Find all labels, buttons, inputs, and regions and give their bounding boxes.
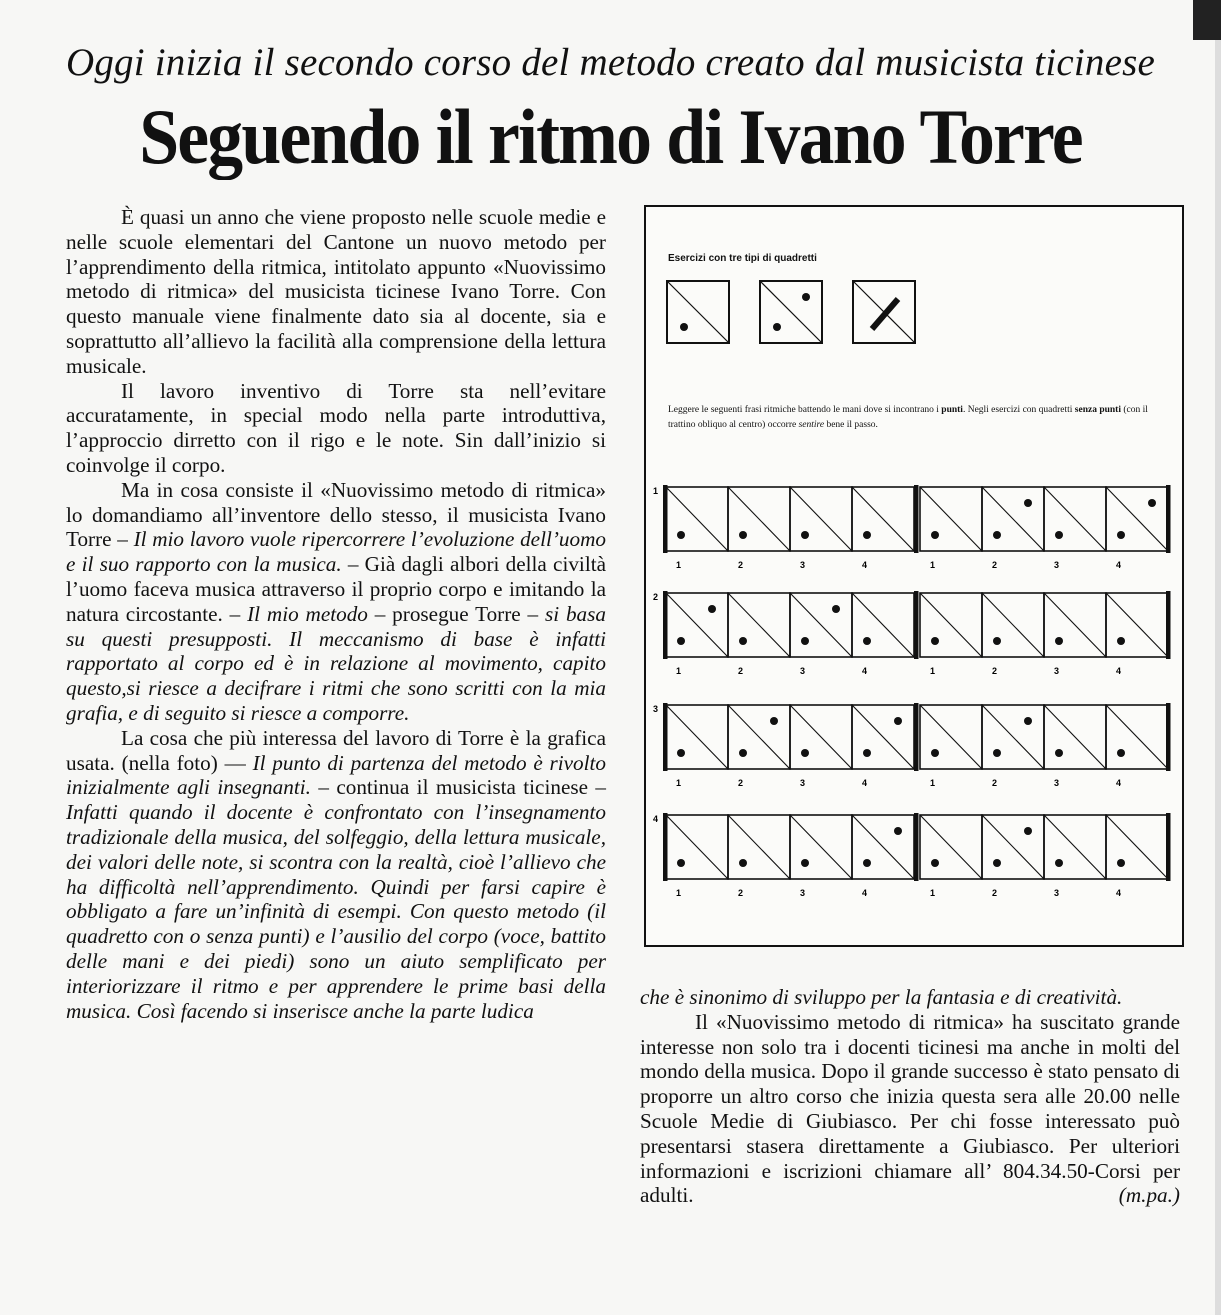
beat-label: 4: [1116, 560, 1122, 570]
scan-corner-shadow: [1193, 0, 1221, 40]
dot-bottom: [677, 749, 685, 757]
p5-quote: che è sinonimo di sviluppo per la fantasia e di creatività.: [640, 985, 1123, 1009]
exercise-number: 3: [653, 704, 659, 714]
beat-label: 3: [1054, 778, 1060, 788]
exercise-row-4: [646, 811, 1186, 911]
p3-text-c: – prosegue Torre –: [367, 601, 545, 626]
dot-top: [770, 717, 778, 725]
beat-label: 4: [1116, 666, 1122, 676]
bar-line: [1166, 813, 1171, 881]
beat-label: 2: [992, 888, 998, 898]
rhythm-square: [1106, 815, 1168, 879]
dot-bottom: [993, 637, 1001, 645]
article-subtitle: Oggi inizia il secondo corso del metodo creato dal musicista ticinese: [65, 41, 1156, 84]
bar-line: [1166, 703, 1171, 771]
paragraph-1: È quasi un anno che viene proposto nelle scuole medie e nelle scuole elementari del Cantone un nuovo metodo per l’apprendimento della ritmica, intitolato appunto «Nuovissimo metodo di ritmica» del musicista ticinese Ivano Torre. Con questo manuale viene finalmente dato sia al docente, sia e soprattutto all’allievo la facilità alla comprensione della lettura musicale.: [66, 205, 606, 378]
dot-bottom: [801, 531, 809, 539]
article-headline: Seguendo il ritmo di Ivano Torre: [139, 93, 1082, 180]
beat-label: 2: [738, 666, 744, 676]
exercise-row-3: [646, 701, 1186, 801]
dot-bottom: [739, 859, 747, 867]
beat-label: 4: [1116, 888, 1122, 898]
rhythm-square: [852, 487, 914, 551]
dot-bottom: [931, 749, 939, 757]
dot-bottom: [1117, 637, 1125, 645]
square-two-dots: [760, 281, 822, 343]
square-slash-no-dots: [853, 281, 915, 343]
rhythm-square: [666, 487, 728, 551]
rhythm-square: [982, 705, 1044, 769]
rhythm-square: [728, 815, 790, 879]
dot-bottom: [863, 749, 871, 757]
rhythm-square: [790, 815, 852, 879]
dot-bottom: [931, 531, 939, 539]
exercise-number: 1: [653, 486, 659, 496]
dot-bottom: [993, 859, 1001, 867]
rhythm-square: [1106, 487, 1168, 551]
paragraph-6: [640, 1010, 1180, 1208]
beat-label: 3: [1054, 560, 1060, 570]
dot-bottom: [931, 637, 939, 645]
dot-top: [894, 827, 902, 835]
beat-label: 3: [1054, 888, 1060, 898]
rhythm-square: [982, 487, 1044, 551]
bar-line: [1166, 591, 1171, 659]
dot-bottom: [863, 637, 871, 645]
rhythm-figure: [644, 205, 1184, 947]
beat-label: 4: [862, 778, 868, 788]
exercise-number: 2: [653, 592, 659, 602]
author-signature: (m.pa.): [1118, 1183, 1180, 1208]
beat-label: 4: [862, 560, 868, 570]
p3-quote-b: Il mio metodo: [247, 601, 368, 626]
bar-line: [914, 485, 919, 553]
dot-bottom: [801, 749, 809, 757]
instr-italic: sentire: [798, 420, 825, 430]
instr-text-1: Leggere le seguenti frasi ritmiche battendo le mani dove si incontrano i: [668, 405, 942, 415]
dot-bottom: [1055, 749, 1063, 757]
rhythm-square: [666, 705, 728, 769]
dot-bottom: [677, 637, 685, 645]
rhythm-square: [1044, 593, 1106, 657]
p4-text-b: – continua il musicista ticinese –: [310, 775, 606, 800]
rhythm-square: [852, 815, 914, 879]
paragraph-5: [640, 985, 1180, 1010]
beat-label: 2: [738, 778, 744, 788]
figure-title: Esercizi con tre tipi di quadretti: [668, 253, 817, 264]
beat-label: 1: [676, 888, 682, 898]
instr-bold-2: senza punti: [1074, 405, 1121, 415]
paragraph-3: [66, 478, 606, 726]
article-column-right: [640, 985, 1180, 1208]
beat-label: 3: [800, 560, 806, 570]
bar-line: [663, 703, 668, 771]
beat-label: 2: [992, 778, 998, 788]
bar-line: [663, 591, 668, 659]
instr-text-2: . Negli esercizi con quadretti: [962, 405, 1075, 415]
example-squares: [646, 207, 1186, 397]
dot-bottom: [739, 749, 747, 757]
rhythm-square: [1106, 593, 1168, 657]
bar-line: [914, 591, 919, 659]
beat-label: 1: [676, 666, 682, 676]
bar-line: [1166, 485, 1171, 553]
article-column-left: [66, 205, 606, 1023]
exercise-row-1: [646, 483, 1186, 583]
dot-bottom: [863, 531, 871, 539]
p6-text: Il «Nuovissimo metodo di ritmica» ha suscitato grande interesse non solo tra i docenti ticinesi ma anche in molti del mondo della musica. Dopo il grande successo è stato pensato di proporre un altro corso che inizia questa sera alle 20.00 nelle Scuole Medie di Giubiasco. Per chi fosse interessato può presentarsi stasera direttamente a Giubiasco. Per ulteriori informazioni e iscrizioni chiamare all’ 804.34.50-Corsi per adulti.: [640, 1009, 1180, 1208]
rhythm-square: [920, 487, 982, 551]
beat-label: 3: [800, 888, 806, 898]
rhythm-square: [920, 593, 982, 657]
beat-label: 1: [930, 778, 936, 788]
bar-line: [663, 813, 668, 881]
beat-label: 3: [1054, 666, 1060, 676]
instr-bold-1: punti: [941, 405, 963, 415]
dot-top: [708, 605, 716, 613]
exercise-number: 4: [653, 814, 659, 824]
dot-bottom: [1055, 531, 1063, 539]
instr-text-3: (con il trattino obliquo al centro) occorre: [668, 405, 1148, 430]
rhythm-square: [1106, 705, 1168, 769]
beat-label: 1: [930, 560, 936, 570]
rhythm-square: [728, 705, 790, 769]
rhythm-square: [982, 815, 1044, 879]
rhythm-square: [920, 705, 982, 769]
dot-bottom: [739, 531, 747, 539]
beat-label: 1: [676, 778, 682, 788]
dot-bottom: [931, 859, 939, 867]
beat-label: 3: [800, 778, 806, 788]
bar-line: [914, 703, 919, 771]
dot-bottom: [1117, 531, 1125, 539]
dot-bottom: [801, 637, 809, 645]
scan-edge: [1215, 0, 1221, 1315]
dot-bottom: [1117, 859, 1125, 867]
rhythm-square: [1044, 487, 1106, 551]
rhythm-square: [982, 593, 1044, 657]
rhythm-square: [728, 593, 790, 657]
beat-label: 2: [738, 560, 744, 570]
rhythm-square: [920, 815, 982, 879]
beat-label: 4: [862, 666, 868, 676]
dot-bottom: [801, 859, 809, 867]
dot-bottom: [677, 859, 685, 867]
dot-bottom: [739, 637, 747, 645]
rhythm-square: [790, 705, 852, 769]
p3-text-b: – Già dagli albori della civiltà l’uomo faceva musica attraverso il proprio corpo e imitando la natura circostante. –: [66, 552, 606, 626]
dot-bottom: [993, 749, 1001, 757]
paragraph-2: Il lavoro inventivo di Torre sta nell’evitare accuratamente, in special modo nella parte introduttiva, l’approccio dirretto con il rigo e le note. Sin dall’inizio si coinvolge il corpo.: [66, 378, 606, 477]
rhythm-square: [666, 815, 728, 879]
dot-top: [894, 717, 902, 725]
beat-label: 4: [1116, 778, 1122, 788]
beat-label: 4: [862, 888, 868, 898]
rhythm-square: [666, 593, 728, 657]
instr-text-4: bene il passo.: [824, 420, 878, 430]
dot-bottom: [863, 859, 871, 867]
bar-line: [663, 485, 668, 553]
rhythm-square: [728, 487, 790, 551]
dot-top: [1024, 827, 1032, 835]
dot-top: [1148, 499, 1156, 507]
rhythm-square: [790, 487, 852, 551]
dot-bottom: [993, 531, 1001, 539]
beat-label: 1: [930, 888, 936, 898]
p4-quote-b: Infatti quando il docente è confrontato con l’insegnamento tradizionale della musica, del solfeggio, della lettura musicale, dei valori delle note, si scontra con la realtà, cioè l’allievo che ha difficoltà nell’apprendimento. Quindi per farsi capire è obbligato a fare un’infinità di esempi. Con questo metodo (il quadretto con o senza punti) e l’ausilio del corpo (voce, battito delle mani e dei piedi) sono un aiuto semplificato per interiorizzare il ritmo e per apprendere le prime basi della musica. Così facendo si inserisce anche la parte ludica: [66, 800, 606, 1023]
beat-label: 1: [676, 560, 682, 570]
paragraph-4: [66, 726, 606, 1024]
bar-line: [914, 813, 919, 881]
beat-label: 1: [930, 666, 936, 676]
rhythm-square: [790, 593, 852, 657]
dot-bottom: [1117, 749, 1125, 757]
beat-label: 2: [738, 888, 744, 898]
exercise-row-2: [646, 589, 1186, 689]
dot-bottom: [1055, 637, 1063, 645]
rhythm-square: [1044, 705, 1106, 769]
p3-text-a: Ma in cosa consiste il «Nuovissimo metodo di ritmica» lo domandiamo all’inventore dello stesso, il musicista Ivano Torre –: [66, 477, 606, 552]
dot-bottom: [1055, 859, 1063, 867]
dot-top: [1024, 499, 1032, 507]
beat-label: 2: [992, 560, 998, 570]
p3-quote-c: si basa su questi presupposti. Il meccanismo di base è infatti rapportato al corpo ed è in relazione al movimento, capito questo,si riesce a decifrare i ritmi che sono scritti con la mia grafia, e di seguito si riesce a comporre.: [66, 601, 606, 725]
p4-quote-a: Il punto di partenza del metodo è rivolto inizialmente agli insegnanti.: [66, 750, 607, 800]
beat-label: 3: [800, 666, 806, 676]
rhythm-square: [852, 593, 914, 657]
p4-text-a: La cosa che più interessa del lavoro di Torre è la grafica usata. (nella foto) —: [66, 725, 606, 775]
figure-instructions: [668, 403, 1168, 433]
dot-top: [832, 605, 840, 613]
beat-label: 2: [992, 666, 998, 676]
dot-top: [1024, 717, 1032, 725]
rhythm-square: [1044, 815, 1106, 879]
dot-bottom: [677, 531, 685, 539]
rhythm-square: [852, 705, 914, 769]
p3-quote-a: Il mio lavoro vuole ripercorrere l’evoluzione dell’uomo e il suo rapporto con la musica.: [66, 527, 606, 577]
square-dot-bottom: [667, 281, 729, 343]
